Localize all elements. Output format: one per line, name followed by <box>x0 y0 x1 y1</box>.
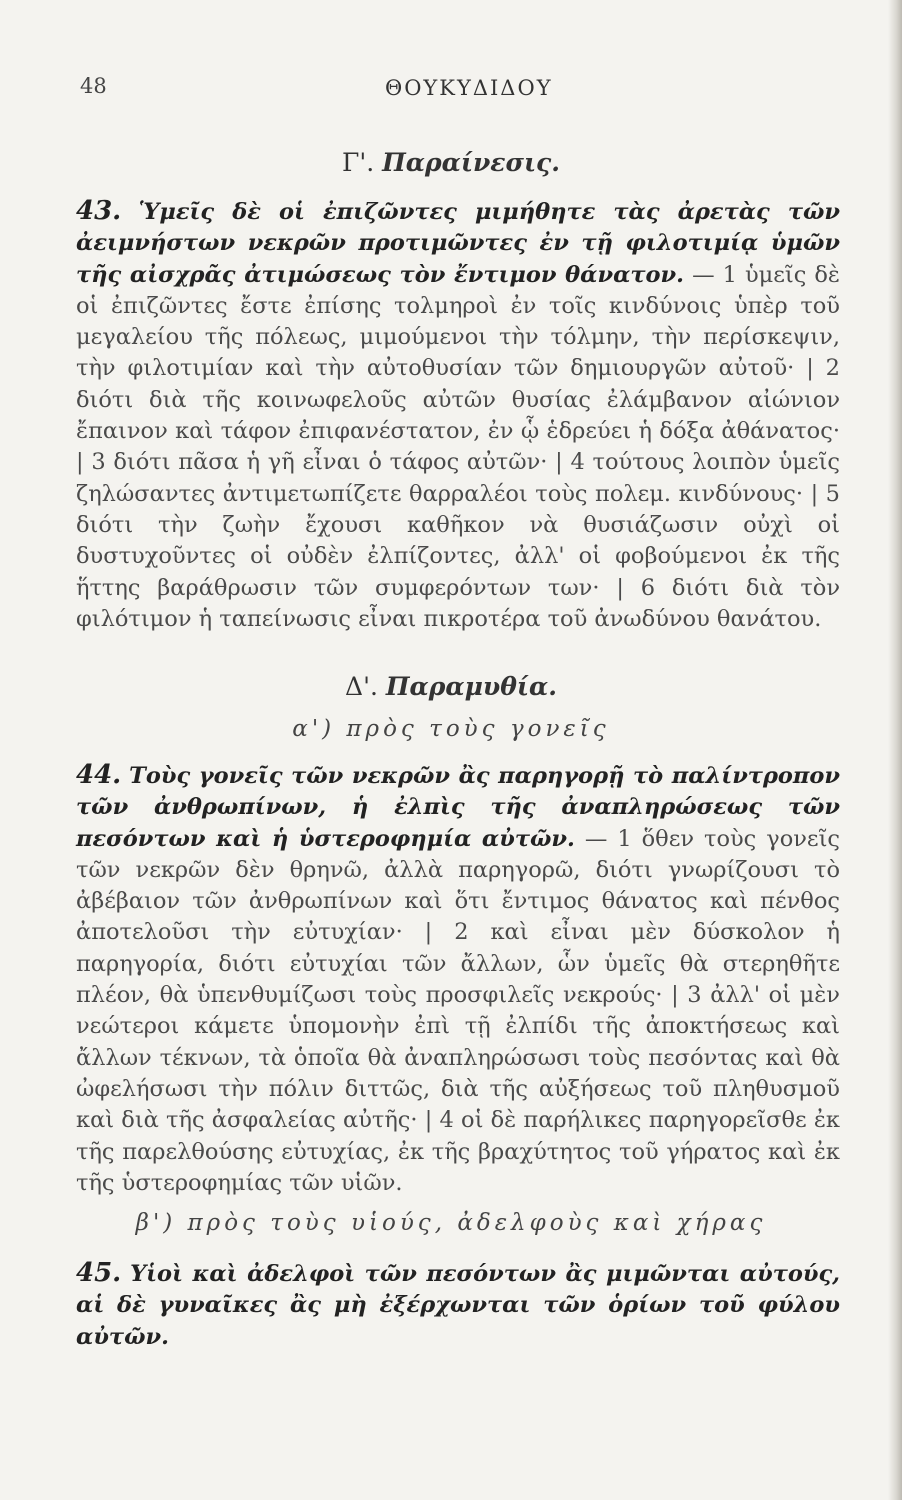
section-summary: Υἱοὶ καὶ ἀδελφοὶ τῶν πεσόντων ἂς μιμῶνται αὐτούς, αἱ δὲ γυναῖκες ἂς μὴ ἐξέρχωνται τῶν ὁρίων τοῦ φύλου αὐτῶν. <box>76 1261 840 1350</box>
section-44 <box>76 760 840 1199</box>
heading-number: Γ'. <box>342 148 375 177</box>
section-summary: Ὑμεῖς δὲ οἱ ἐπιζῶντες μιμήθητε τὰς ἀρετὰς τῶν ἀειμνήστων νεκρῶν προτιμῶντες ἐν τῇ φιλοτιμίᾳ ὑμῶν τῆς αἰσχρᾶς ἀτιμώσεως τὸν ἔντιμον θάνατον. <box>76 199 840 288</box>
subheading-parents: α') πρὸς τοὺς γονεῖς <box>292 716 610 742</box>
section-body: — 1 ὑμεῖς δὲ οἱ ἐπιζῶντες ἔστε ἐπίσης τολμηροὶ ἐν τοῖς κινδύνοις ὑπὲρ τοῦ μεγαλείου τῆς πόλεως, μιμούμενοι τὴν τόλμην, τὴν περίσκεψιν, τὴν φιλοτιμίαν καὶ τὴν αὐτοθυσίαν τῶν δημιουργῶν αὐτοῦ· | 2 διότι διὰ τῆς κοινωφελοῦς αὐτῶν θυσίας ἐλάμβανον αἰώνιον ἔπαινον καὶ τάφον ἐπιφανέστατον, ἐν ᾧ ἑδρεύει ἡ δόξα ἀθάνατος· | 3 διότι πᾶσα ἡ γῆ εἶναι ὁ τάφος αὐτῶν· | 4 τούτους λοιπὸν ὑμεῖς ζηλώσαντες ἀντιμετωπίζετε θαρραλέοι τοὺς πολεμ. κινδύνους· | 5 διότι τὴν ζωὴν ἔχουσι καθῆκον νὰ θυσιάζωσιν οὐχὶ οἱ δυστυχοῦντες οἱ οὐδὲν ἐλπίζοντες, ἀλλ' οἱ φοβούμενοι ἐκ τῆς ἥττης βαράθρωσιν τῶν συμφερόντων των· | 6 διότι διὰ τὸν φιλότιμον ἡ ταπείνωσις εἶναι πικροτέρα τοῦ ἀνωδύνου θανάτου. <box>76 261 841 632</box>
section-43 <box>76 196 840 635</box>
section-body: — 1 ὅθεν τοὺς γονεῖς τῶν νεκρῶν δὲν θρηνῶ, ἀλλὰ παρηγορῶ, διότι γνωρίζουσι τὸ ἀβέβαιον τῶν ἀνθρωπίνων καὶ ὅτι ἔντιμος θάνατος καὶ πένθος ἀποτελοῦσι τὴν εὐτυχίαν· | 2 καὶ εἶναι μὲν δύσκολον ἡ παρηγορία, διότι εὐτυχίαι τῶν ἄλλων, ὧν ὑμεῖς θὰ στερηθῆτε πλέον, θὰ ὑπενθυμίζωσι τοὺς προσφιλεῖς νεκρούς· | 3 ἀλλ' οἱ μὲν νεώτεροι κάμετε ὑπομονὴν ἐπὶ τῇ ἐλπίδι τῆς ἀποκτήσεως καὶ ἄλλων τέκνων, τὰ ὁποῖα θὰ ἀναπληρώσωσι τοὺς πεσόντας καὶ θὰ ὠφελήσωσι τὴν πόλιν διττῶς, διὰ τῆς αὐξήσεως τοῦ πληθυσμοῦ καὶ διὰ τῆς ἀσφαλείας αὐτῆς· | 4 οἱ δὲ παρήλικες παρηγορεῖσθε ἐκ τῆς παρελθούσης εὐτυχίας, ἐκ τῆς βραχύτητος τοῦ γήρατος καὶ ἐκ τῆς ὑστεροφημίας τῶν υἱῶν. <box>76 825 841 1196</box>
running-head: ΘΟΥΚΥΔΙΔΟΥ <box>385 76 553 100</box>
page-edge-shadow <box>888 0 902 1500</box>
heading-consolation <box>0 672 902 701</box>
section-summary: Τοὺς γονεῖς τῶν νεκρῶν ἂς παρηγορῇ τὸ παλίντροπον τῶν ἀνθρωπίνων, ἡ ἐλπὶς τῆς ἀναπληρώσεως τῶν πεσόντων καὶ ἡ ὑστεροφημία αὐτῶν. <box>76 763 840 852</box>
heading-title: Παραίνεσις. <box>382 148 560 177</box>
section-45 <box>76 1258 840 1353</box>
page-header <box>0 74 902 104</box>
page-number: 48 <box>80 74 107 98</box>
section-number: 45. <box>76 1258 122 1288</box>
section-number: 44. <box>76 760 122 790</box>
heading-paraenesis <box>0 148 902 177</box>
heading-title: Παραμυθία. <box>385 672 557 701</box>
heading-number: Δ'. <box>345 672 378 701</box>
subheading-sons-brothers-widows: β') πρὸς τοὺς υἱούς, ἀδελφοὺς καὶ χήρας <box>135 1210 767 1236</box>
section-number: 43. <box>76 196 122 226</box>
